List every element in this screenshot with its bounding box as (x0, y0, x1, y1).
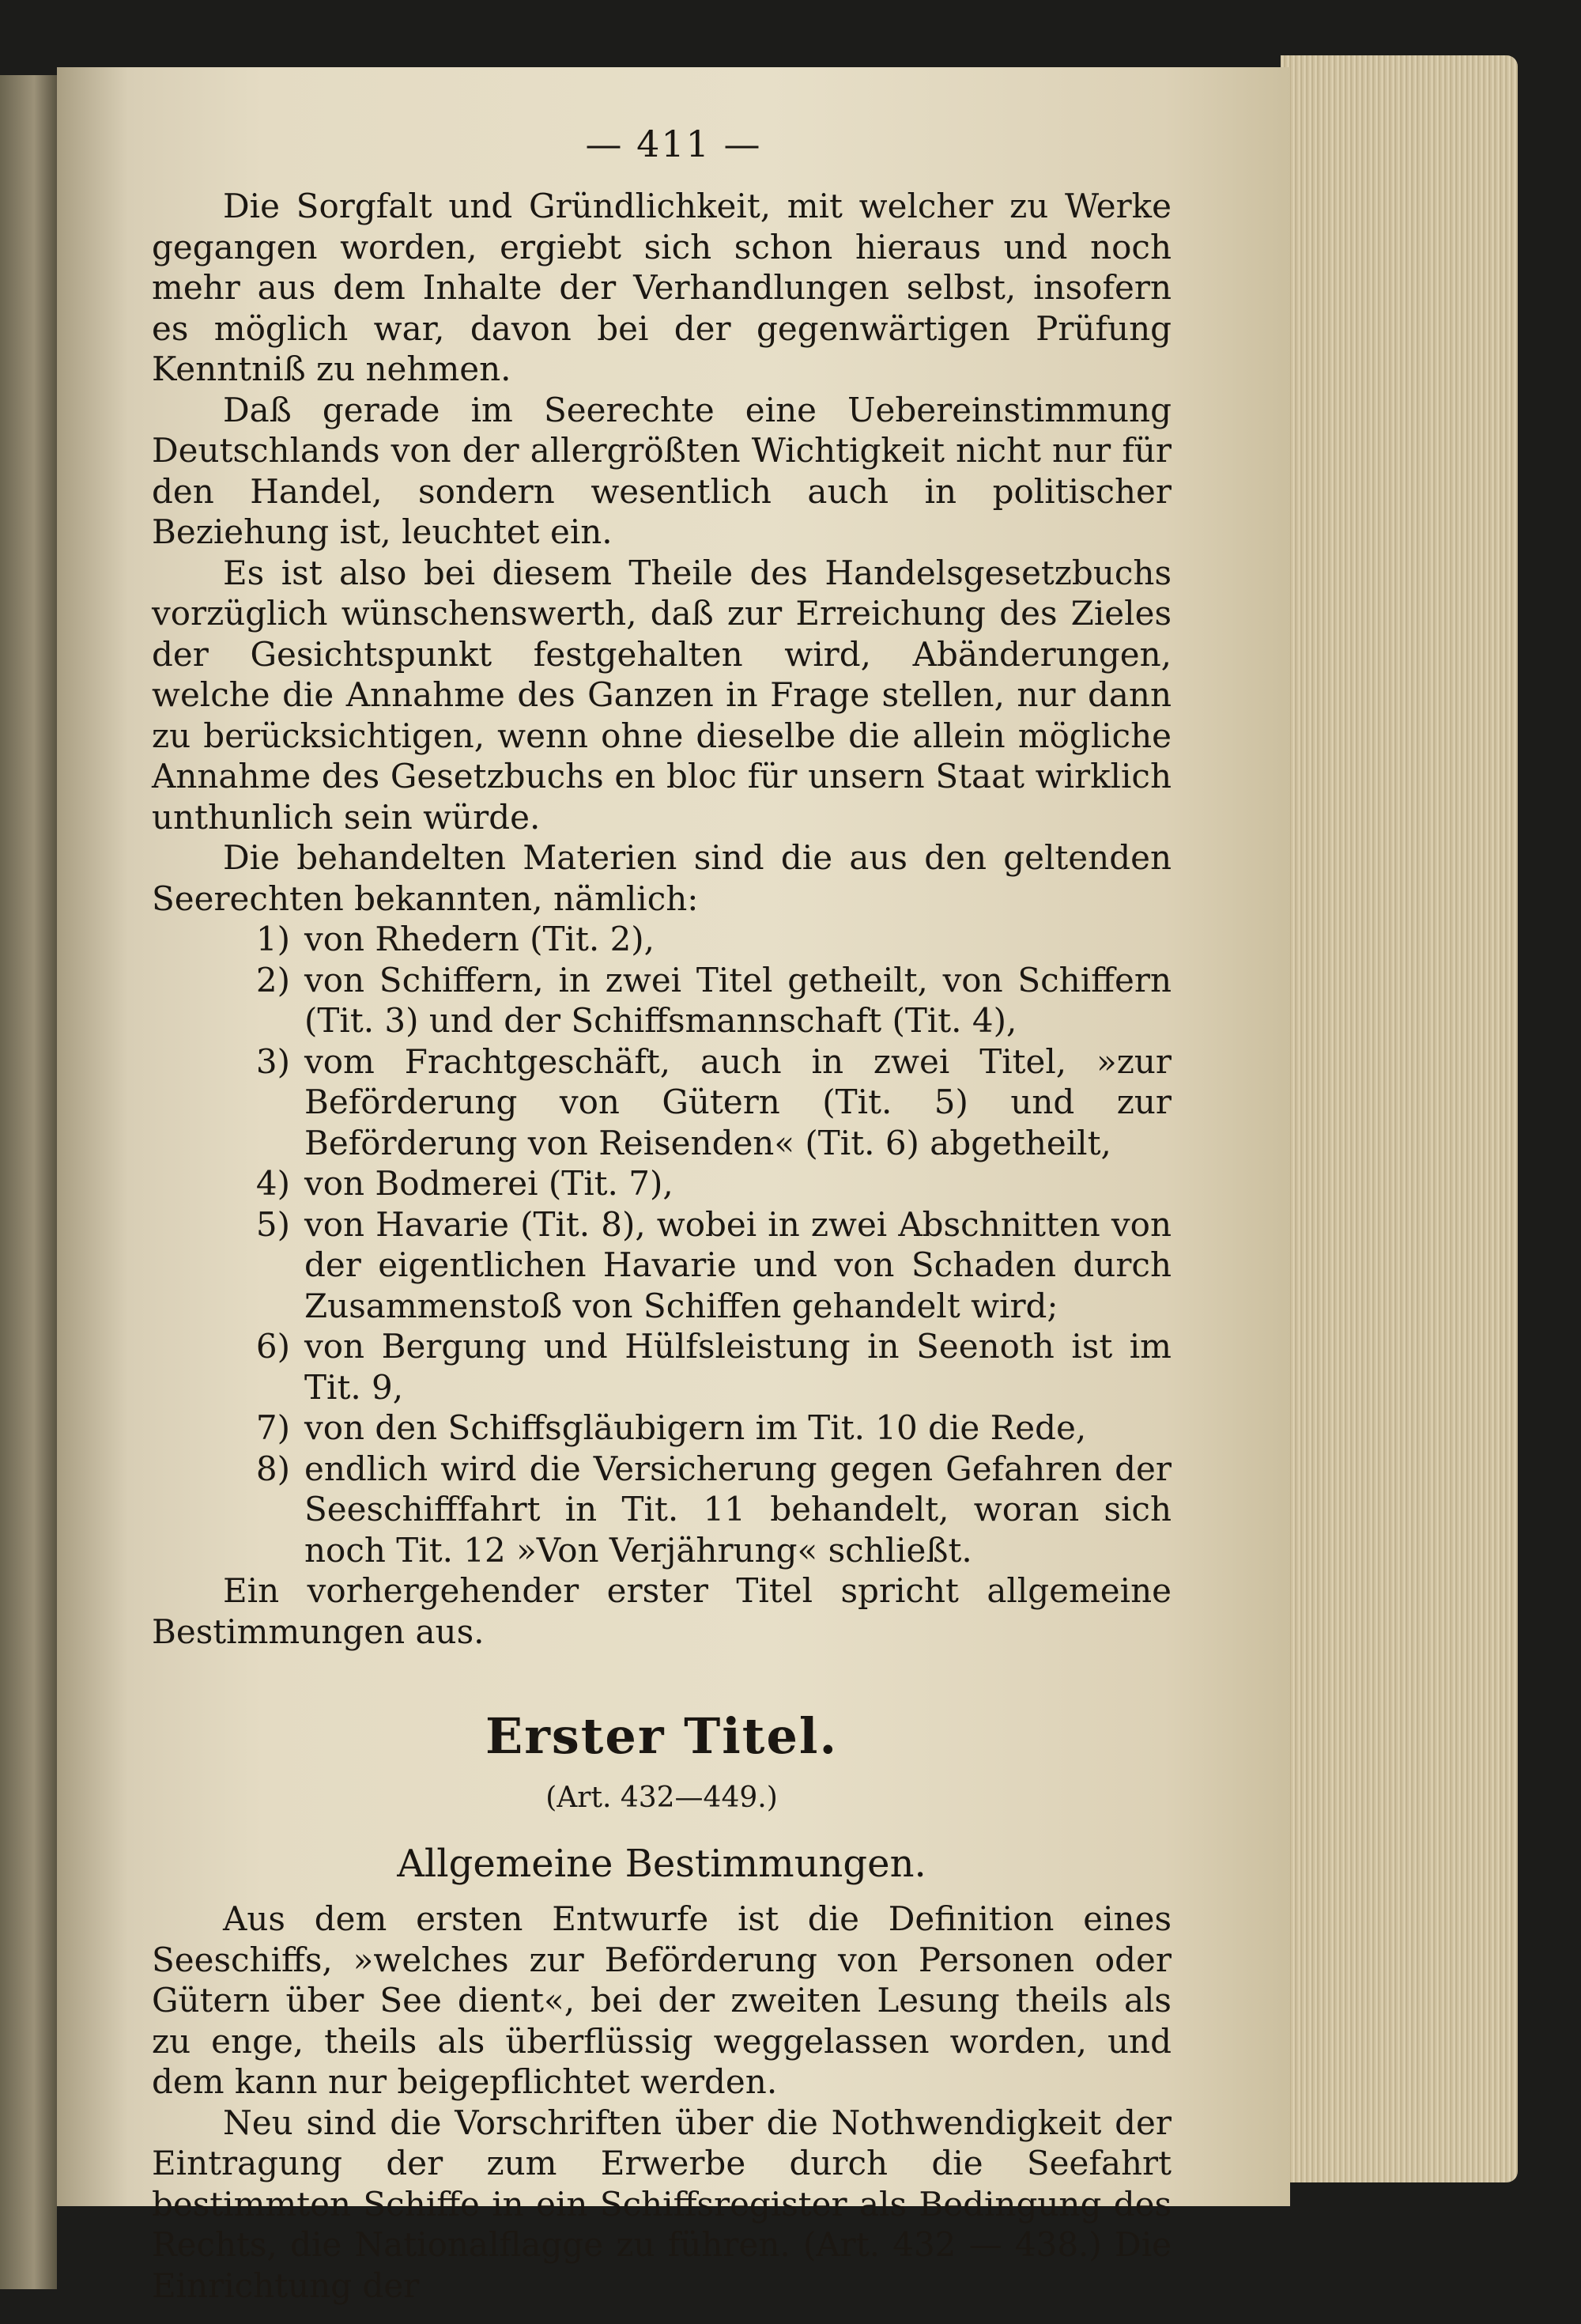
left-page-edge (0, 75, 57, 2289)
list-text: endlich wird die Versicherung gegen Gefahren der Seeschifffahrt in Tit. 11 behandelt, woran sich noch Tit. 12 »Von Verjährung« schließt. (304, 1449, 1172, 1570)
list-number: 7) (255, 1408, 290, 1447)
list-text: von Bergung und Hülfsleistung in Seenoth ist im Tit. 9, (304, 1327, 1172, 1407)
paragraph: Es ist also bei diesem Theile des Handelsgesetzbuchs vorzüglich wünschenswerth, daß zur Erreichung des Zieles der Gesichtspunkt festgehalten wird, Abänderungen, welche die Annahme des Ganzen in Frage stellen, nur dann zu berücksichtigen, wenn ohne dieselbe die allein mögliche Annahme des Gesetzbuchs en bloc für unsern Staat wirklich unthunlich sein würde. (152, 553, 1172, 837)
list-text: von den Schiffsgläubigern im Tit. 10 die Rede, (304, 1408, 1087, 1447)
list-number: 8) (255, 1449, 290, 1488)
list-item (152, 1326, 1172, 1408)
paragraph: Daß gerade im Seerechte eine Uebereinstimmung Deutschlands von der allergrößten Wichtigkeit nicht nur für den Handel, sondern wesentlich auch in politischer Beziehung ist, leuchtet ein. (152, 390, 1172, 551)
list-number: 3) (255, 1041, 290, 1081)
list-number: 2) (255, 960, 290, 1000)
list-item (152, 1408, 1172, 1449)
list-item (152, 960, 1172, 1041)
page-number: — 411 — (585, 123, 762, 165)
section-subtitle: Allgemeine Bestimmungen. (397, 1842, 926, 1886)
list-number: 1) (255, 920, 290, 958)
list-text: von Havarie (Tit. 8), wobei in zwei Abschnitten von der eigentlichen Havarie und von Schaden durch Zusammenstoß von Schiffen gehandelt wird; (304, 1204, 1172, 1325)
list-item (152, 1163, 1172, 1204)
list-item (152, 1449, 1172, 1571)
paragraph: Neu sind die Vorschriften über die Nothwendigkeit der Eintragung der zum Erwerbe durch die Seefahrt bestimmten Schiffe in ein Schiffsregister als Bedingung des Rechts, die Nationalflagge zu führen. (Art. 432 — 438.) Die Einrichtung der (152, 2103, 1172, 2305)
section-title: Erster Titel. (485, 1707, 839, 1765)
paragraph: Aus dem ersten Entwurfe ist die Definition eines Seeschiffs, »welches zur Beförderung von Personen oder Gütern über See dient«, bei der zweiten Lesung theils als zu enge, theils als überflüssig weggelassen worden, und dem kann nur beigepflichtet werden. (152, 1899, 1172, 2101)
list-number: 5) (255, 1204, 290, 1244)
list-item (152, 919, 1172, 960)
list-text: vom Frachtgeschäft, auch in zwei Titel, »zur Beförderung von Gütern (Tit. 5) und zur Beförderung von Reisenden« (Tit. 6) abgetheilt, (304, 1041, 1172, 1162)
article-reference: (Art. 432—449.) (545, 1782, 778, 1814)
materials-list (152, 919, 1172, 1570)
paragraph: Die Sorgfalt und Gründlichkeit, mit welcher zu Werke gegangen worden, ergiebt sich schon hieraus und noch mehr aus dem Inhalte der Verhandlungen selbst, insofern es möglich war, davon bei der gegenwärtigen Prüfung Kenntniß zu nehmen. (152, 187, 1172, 388)
list-item (152, 1041, 1172, 1164)
paragraph: Ein vorhergehender erster Titel spricht allgemeine Bestimmungen aus. (152, 1571, 1172, 1651)
list-text: von Rhedern (Tit. 2), (304, 920, 655, 958)
list-number: 6) (255, 1327, 290, 1366)
list-item (152, 1204, 1172, 1327)
book-page (57, 67, 1290, 2305)
page-text (152, 186, 1172, 2306)
list-text: von Bodmerei (Tit. 7), (304, 1164, 674, 1203)
paragraph: Die behandelten Materien sind die aus den geltenden Seerechten bekannten, nämlich: (152, 838, 1172, 918)
list-number: 4) (255, 1164, 290, 1203)
page-edges (1281, 55, 1518, 2182)
list-text: von Schiffern, in zwei Titel getheilt, von Schiffern (Tit. 3) und der Schiffsmannschaft (Tit. 4), (304, 960, 1172, 1040)
